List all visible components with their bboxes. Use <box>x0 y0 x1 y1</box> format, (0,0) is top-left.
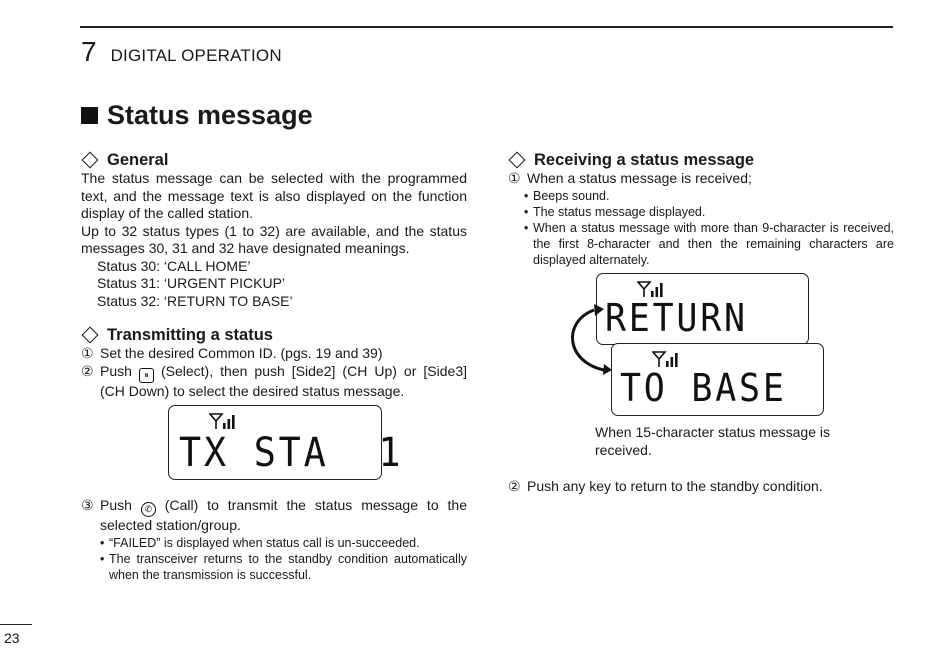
list-item: • The transceiver returns to the standby condition automatically when the transmission is successful. <box>100 551 467 583</box>
step-text: Push any key to return to the standby condition. <box>527 478 823 494</box>
step2-push: Push <box>100 362 132 379</box>
rx-bullets <box>508 188 894 268</box>
status-line-32: Status 32: ‘RETURN TO BASE’ <box>97 292 293 309</box>
page-number: 23 <box>4 630 20 646</box>
lcd-caption: When 15-character status message is received. <box>595 424 830 458</box>
right-column <box>508 150 894 268</box>
signal-strength-icon <box>209 412 235 430</box>
rx-lcd-display-1 <box>596 273 809 345</box>
step3-rest: (Call) to transmit the status message to the selected station/group. <box>100 497 468 533</box>
rx-lcd-display-2 <box>611 343 824 416</box>
chapter-number: 7 <box>81 36 97 67</box>
step-number: ② <box>508 478 521 494</box>
tx-lcd-display <box>168 405 404 480</box>
list-item: • “FAILED” is displayed when status call is un-succeeded. <box>100 535 467 551</box>
rx-lcd-2-text: TO BASE <box>620 366 787 410</box>
alternate-arrows-icon <box>560 300 620 380</box>
tx-step-2 <box>81 363 467 401</box>
receiving-heading <box>508 150 894 170</box>
diamond-icon <box>82 152 99 169</box>
tx-bullets <box>81 535 467 583</box>
step-number: ③ <box>81 497 94 513</box>
general-heading <box>81 150 467 170</box>
status-line-30: Status 30: ‘CALL HOME’ <box>97 257 251 274</box>
status-line-31: Status 31: ‘URGENT PICKUP’ <box>97 275 286 291</box>
rx-step-2 <box>508 478 823 496</box>
transmitting-heading-text: Transmitting a status <box>107 326 273 344</box>
diamond-icon <box>82 327 99 344</box>
step3-push: Push <box>100 497 132 513</box>
step-text <box>100 497 467 535</box>
chapter-title: DIGITAL OPERATION <box>110 46 282 65</box>
step-text: Set the desired Common ID. (pgs. 19 and 39) <box>100 345 383 361</box>
diamond-icon <box>509 152 526 169</box>
step-number: ① <box>81 345 94 361</box>
tx-lcd-text: TX STA 1 <box>179 430 404 476</box>
left-column-lower <box>81 497 467 583</box>
section-title <box>81 100 313 131</box>
rx-lcd-1-text: RETURN <box>605 296 748 340</box>
rx-step-1 <box>508 170 894 188</box>
black-square-icon <box>81 107 98 124</box>
list-item: • The status message displayed. <box>524 204 894 220</box>
status-list <box>81 258 467 311</box>
step-text <box>100 363 467 401</box>
tx-step-3 <box>81 497 467 535</box>
general-para-1: The status message can be selected with the programmed text, and the message text is also displayed on the function display of the called station. <box>81 170 467 221</box>
list-item: • Beeps sound. <box>524 188 894 204</box>
top-rule <box>80 26 893 28</box>
call-key-icon: ✆ <box>141 502 156 517</box>
general-para-2: Up to 32 status types (1 to 32) are available, and the status messages 30, 31 and 32 have designated meanings. <box>81 222 467 256</box>
step-text: When a status message is received; <box>527 170 752 186</box>
footer-rule <box>0 624 32 625</box>
chapter-header <box>81 36 282 68</box>
step2-rest: (Select), then push [Side2] (CH Up) or [Side3] (CH Down) to select the desired status message. <box>100 362 467 399</box>
list-item: • When a status message with more than 9-character is received, the first 8-character and then the remaining characters are displayed alternately. <box>524 220 894 268</box>
step-number: ① <box>508 170 521 186</box>
step-number: ② <box>81 362 94 379</box>
section-title-text: Status message <box>107 100 313 130</box>
left-column <box>81 150 467 400</box>
tx-step-1 <box>81 345 467 363</box>
select-key-icon: ⏸ <box>139 368 154 383</box>
general-heading-text: General <box>107 151 169 169</box>
transmitting-heading <box>81 325 467 345</box>
receiving-heading-text: Receiving a status message <box>534 151 755 169</box>
